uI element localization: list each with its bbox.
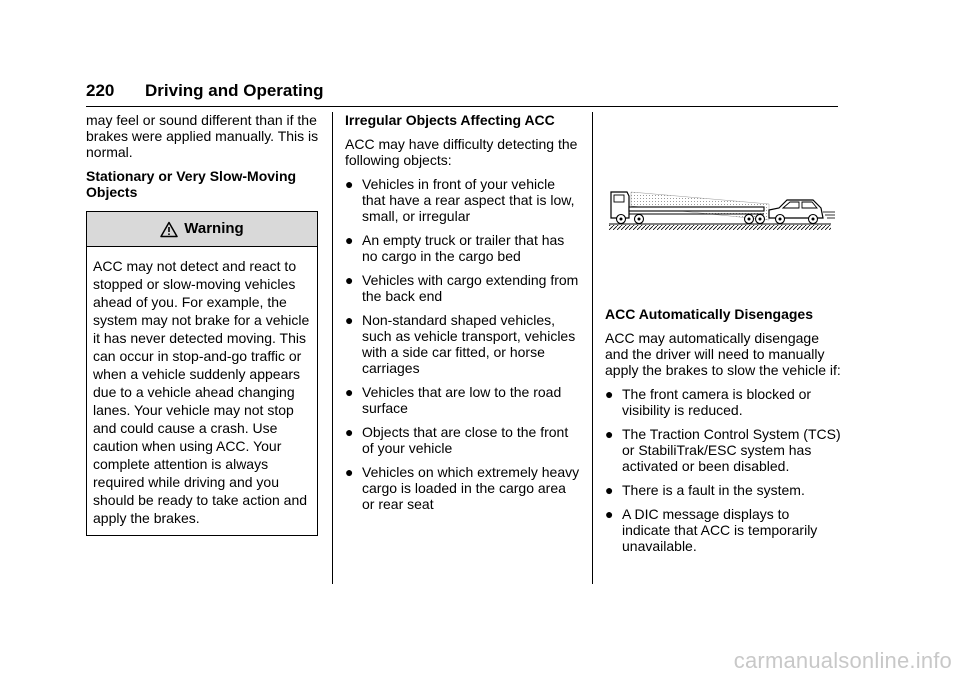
acc-disengages-heading: ACC Automatically Disengages	[605, 306, 813, 322]
truck-detection-illustration	[609, 182, 837, 238]
list-item: ● Vehicles on which extremely heavy cargo is loaded in the cargo area or rear seat	[345, 464, 580, 512]
irregular-objects-heading: Irregular Objects Affecting ACC	[345, 112, 555, 128]
bullet-icon: ●	[605, 386, 614, 402]
column-3	[605, 306, 841, 562]
section-title: Driving and Operating	[145, 81, 324, 100]
page-number: 220	[86, 81, 115, 100]
column-divider-2	[592, 112, 593, 584]
column-2	[345, 112, 581, 520]
list-item: ● Objects that are close to the front of your vehicle	[345, 424, 569, 456]
watermark: carmanualsonline.info	[733, 648, 952, 673]
warning-text: ACC may not detect and react to stopped or slow-moving vehicles ahead of you. For example, the system may not brake for a vehicle it has never detected moving. This can occur in stop-and-go traffic or when a vehicle suddenly appears due to a vehicle ahead changing lanes. Your vehicle may not stop and could cause a crash. Use caution when using ACC. Your complete attention is always required while driving and you should be ready to take action and apply the brakes.	[93, 258, 310, 526]
bullet-icon: ●	[345, 176, 354, 192]
list-item: ● There is a fault in the system.	[605, 482, 805, 498]
list-item: ● The front camera is blocked or visibility is reduced.	[605, 386, 812, 418]
warning-triangle-icon	[160, 221, 178, 238]
list-item: ● Non-standard shaped vehicles, such as vehicle transport, vehicles with a side car fitted, or horse carriages	[345, 312, 576, 376]
list-item: ● An empty truck or trailer that has no cargo in the cargo bed	[345, 232, 565, 264]
bullet-icon: ●	[345, 232, 354, 248]
bullet-icon: ●	[345, 312, 354, 328]
intro-paragraph: may feel or sound different than if the brakes were applied manually. This is normal.	[86, 112, 319, 160]
warning-header	[87, 212, 317, 247]
irregular-objects-list	[345, 176, 581, 512]
acc-disengages-intro: ACC may automatically disengage and the driver will need to manually apply the brakes to slow the vehicle if:	[605, 330, 841, 378]
acc-disengages-list	[605, 386, 841, 554]
list-item: ● Vehicles in front of your vehicle that have a rear aspect that is low, small, or irregular	[345, 176, 575, 224]
bullet-icon: ●	[605, 426, 614, 442]
bullet-icon: ●	[345, 464, 354, 480]
page-header	[86, 81, 838, 107]
bullet-icon: ●	[345, 272, 354, 288]
warning-title: Warning	[184, 220, 244, 237]
bullet-icon: ●	[605, 482, 614, 498]
bullet-icon: ●	[605, 506, 614, 522]
list-item: ● The Traction Control System (TCS) or StabiliTrak/ESC system has activated or been disabled.	[605, 426, 841, 474]
stationary-objects-heading: Stationary or Very Slow-Moving Objects	[86, 168, 297, 200]
list-item: ● Vehicles with cargo extending from the back end	[345, 272, 579, 304]
bullet-icon: ●	[345, 384, 354, 400]
column-1	[86, 112, 320, 536]
list-item: ● Vehicles that are low to the road surface	[345, 384, 562, 416]
irregular-objects-intro: ACC may have difficulty detecting the following objects:	[345, 136, 578, 168]
warning-box	[86, 211, 318, 536]
list-item: ● A DIC message displays to indicate that ACC is temporarily unavailable.	[605, 506, 818, 554]
column-divider-1	[332, 112, 333, 584]
bullet-icon: ●	[345, 424, 354, 440]
